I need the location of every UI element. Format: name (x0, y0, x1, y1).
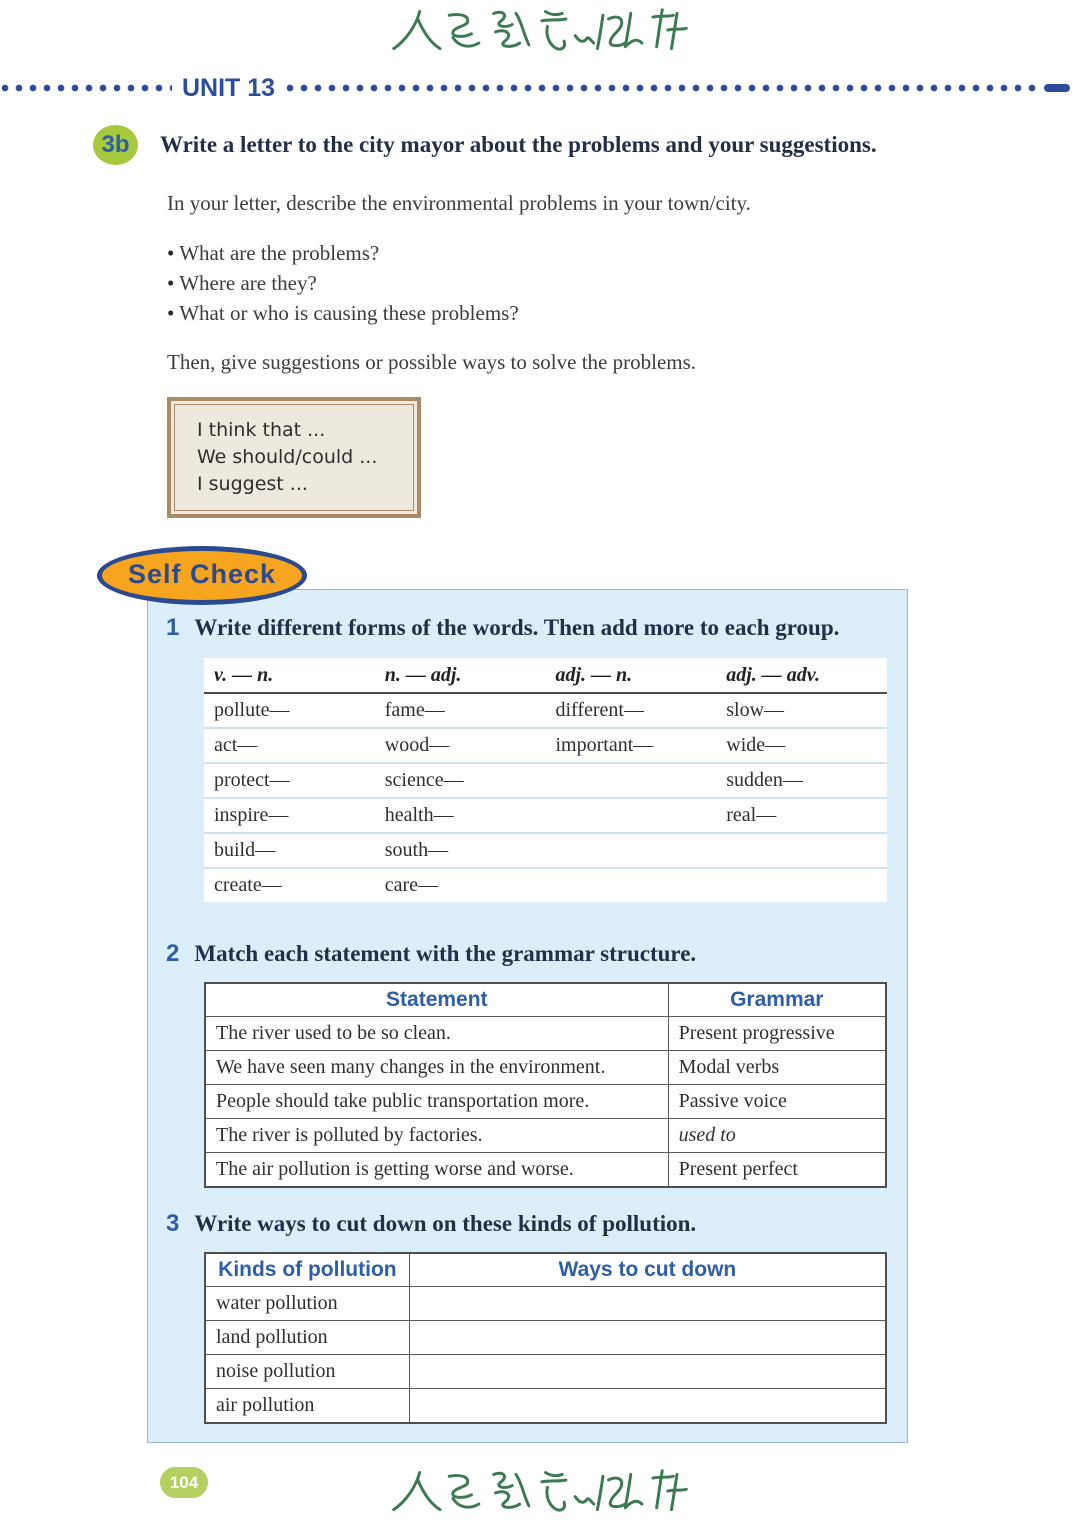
section-3b-intro: In your letter, describe the environmental problems in your town/city. (167, 191, 751, 215)
column-header: Ways to cut down (409, 1253, 886, 1287)
table-cell (546, 763, 717, 798)
self-check-label: Self Check (128, 559, 277, 589)
table-row (204, 833, 887, 868)
table-cell (409, 1287, 886, 1321)
table-cell: Present progressive (668, 1017, 886, 1051)
publisher-logo-icon (390, 6, 690, 56)
table-cell: fame— (375, 693, 546, 728)
table-cell: air pollution (205, 1389, 409, 1424)
table-row (205, 1017, 886, 1051)
task-1-number: 1 (166, 614, 180, 641)
table-cell: south— (375, 833, 546, 868)
table-cell: care— (384, 874, 439, 896)
table-cell (716, 833, 887, 868)
table-cell: noise pollution (205, 1355, 409, 1389)
phrase-box (167, 397, 421, 518)
publisher-logo-top (0, 0, 1080, 61)
task-2-title: Match each statement with the grammar structure. (194, 941, 697, 966)
table-row (205, 1389, 886, 1424)
table-cell: The river used to be so clean. (205, 1017, 668, 1051)
table-cell (546, 798, 717, 833)
table-cell: different— (546, 693, 717, 728)
table-row (205, 1119, 886, 1153)
publisher-logo-bottom (0, 1467, 1080, 1522)
list-item: • What are the problems? (167, 238, 1080, 268)
table-row (205, 1287, 886, 1321)
self-check-panel (147, 589, 908, 1443)
rule-end-dash (1044, 84, 1070, 92)
table-cell: People should take public transportation more. (205, 1085, 668, 1119)
task-3-header (166, 1208, 907, 1240)
table-row (205, 1355, 886, 1389)
table-cell (546, 868, 717, 902)
table-row (204, 728, 887, 763)
table-row (205, 1321, 886, 1355)
table-row (204, 868, 887, 902)
table-cell: pollute— (204, 693, 375, 728)
table-cell (546, 833, 717, 868)
section-3b-title: Write a letter to the city mayor about the problems and your suggestions. (160, 132, 877, 157)
table-header-row (204, 658, 887, 693)
table-cell (409, 1321, 886, 1355)
pollution-table (204, 1252, 887, 1424)
column-header: adj. — adv. (716, 658, 887, 693)
phrase-line: We should/could ... (197, 446, 378, 468)
list-item: • What or who is causing these problems? (167, 298, 1080, 328)
table-cell: Modal verbs (668, 1051, 886, 1085)
self-check-badge (97, 546, 307, 605)
table-cell: act— (204, 728, 375, 763)
table-cell: used to (668, 1119, 886, 1153)
table-cell: real— (716, 798, 887, 833)
column-header: adj. — n. (546, 658, 717, 693)
table-cell: science— (375, 763, 546, 798)
phrase-line: I think that ... (197, 419, 326, 441)
table-cell: health— (375, 798, 546, 833)
table-cell: protect— (204, 763, 375, 798)
page-number-badge: 104 (160, 1467, 208, 1498)
table-row (204, 763, 887, 798)
table-row (205, 1085, 886, 1119)
grammar-match-table (204, 982, 887, 1188)
table-cell: sudden— (716, 763, 887, 798)
table-cell: inspire— (204, 798, 375, 833)
list-item: • Where are they? (167, 268, 1080, 298)
unit-title: UNIT 13 (182, 73, 276, 102)
task-3-number: 3 (166, 1210, 180, 1237)
phrase-line: I suggest ... (197, 473, 308, 495)
section-3b-badge: 3b (93, 125, 138, 165)
column-header: Grammar (668, 983, 886, 1017)
publisher-logo-icon (390, 1467, 690, 1517)
table-cell: Present perfect (668, 1153, 886, 1188)
unit-header (0, 73, 1080, 102)
table-header-row (205, 1253, 886, 1287)
section-3b-outro: Then, give suggestions or possible ways to solve the problems. (167, 350, 697, 374)
table-cell: important— (546, 728, 717, 763)
table-cell: land pollution (205, 1321, 409, 1355)
table-cell: water pollution (205, 1287, 409, 1321)
task-2-header (166, 938, 907, 970)
column-header: Statement (205, 983, 668, 1017)
table-row (205, 1153, 886, 1188)
table-cell: Passive voice (668, 1085, 886, 1119)
column-header: Kinds of pollution (205, 1253, 409, 1287)
column-header: n. — adj. (375, 658, 546, 693)
task-1-title: Write different forms of the words. Then add more to each group. (194, 615, 840, 640)
table-row (204, 798, 887, 833)
table-cell: build— (204, 833, 375, 868)
table-cell: wide— (716, 728, 887, 763)
table-cell: The river is polluted by factories. (205, 1119, 668, 1153)
table-cell: The air pollution is getting worse and worse. (205, 1153, 668, 1188)
question-list (167, 238, 1080, 328)
table-cell: We have seen many changes in the environment. (205, 1051, 668, 1085)
dotted-rule-left (0, 83, 172, 93)
table-cell: create— (214, 874, 282, 896)
table-header-row (205, 983, 886, 1017)
table-cell (716, 868, 887, 902)
dotted-rule-right (285, 83, 1042, 93)
word-forms-table (204, 658, 887, 902)
task-1-header (166, 612, 907, 644)
table-row (205, 1051, 886, 1085)
table-cell (409, 1389, 886, 1424)
table-row (204, 693, 887, 728)
column-header: v. — n. (204, 658, 375, 693)
task-2-number: 2 (166, 940, 180, 967)
table-cell (409, 1355, 886, 1389)
task-3-title: Write ways to cut down on these kinds of pollution. (194, 1211, 697, 1236)
table-cell: wood— (375, 728, 546, 763)
table-cell: slow— (716, 693, 887, 728)
section-3b-header (93, 129, 1080, 165)
phrase-box-inner (174, 404, 414, 511)
